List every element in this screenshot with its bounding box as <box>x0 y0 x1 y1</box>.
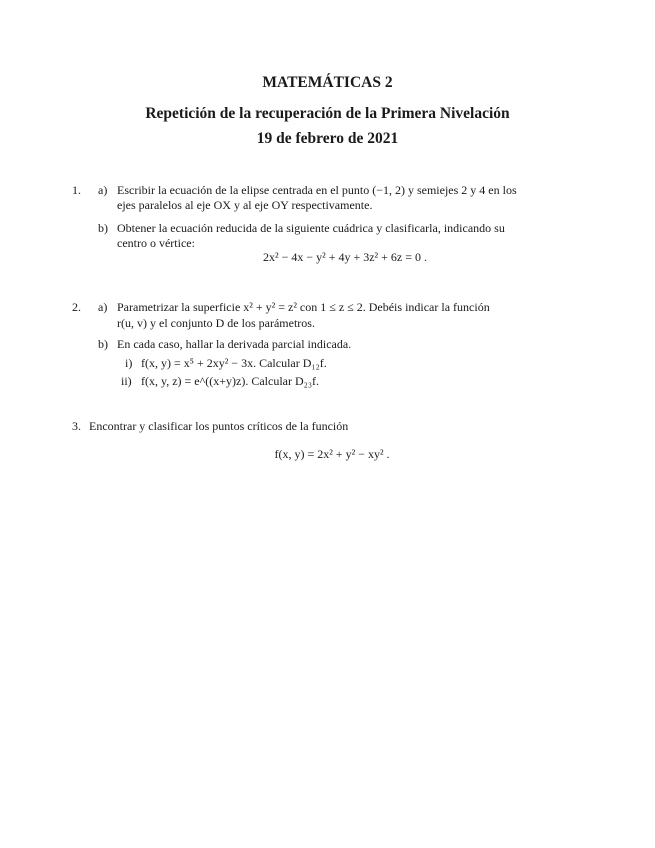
problem-1b-line-2: centro o vértice: <box>117 236 195 250</box>
problem-1b-label: b) <box>98 221 108 235</box>
problem-1a-label: a) <box>98 183 108 197</box>
exam-date: 19 de febrero de 2021 <box>256 130 399 147</box>
problem-2-number: 2. <box>72 300 81 314</box>
problem-2b-line-1: En cada caso, hallar la derivada parcial indicada. <box>117 337 352 351</box>
problem-2b-ii-label: ii) <box>121 374 132 388</box>
exam-subtitle: Repetición de la recuperación de la Primera Nivelación <box>145 105 510 122</box>
problem-1b-line-1: Obtener la ecuación reducida de la siguiente cuádrica y clasificarla, indicando su <box>117 221 505 235</box>
problem-1-number: 1. <box>72 183 81 197</box>
problem-2b-ii-text: f(x, y, z) = e^((x+y)z). Calcular D₂₃f. <box>141 374 320 388</box>
problem-2b-label: b) <box>98 337 108 351</box>
problem-3-equation: f(x, y) = 2x² + y² − xy² . <box>274 447 390 461</box>
problem-2b-i-label: i) <box>125 356 133 370</box>
problem-2b-i-text: f(x, y) = x⁵ + 2xy² − 3x. Calcular D₁₂f. <box>141 356 327 370</box>
problem-2a-line-2: r(u, v) y el conjunto D de los parámetros. <box>117 316 315 330</box>
problem-1a-line-1: Escribir la ecuación de la elipse centrada en el punto (−1, 2) y semiejes 2 y 4 en los <box>117 183 517 197</box>
course-title: MATEMÁTICAS 2 <box>262 74 393 91</box>
problem-1b-equation: 2x² − 4x − y² + 4y + 3z² + 6z = 0 . <box>262 250 428 264</box>
problem-3-text: Encontrar y clasificar los puntos críticos de la función <box>89 419 349 433</box>
problem-3-number: 3. <box>72 419 81 433</box>
problem-2a-line-1: Parametrizar la superficie x² + y² = z² con 1 ≤ z ≤ 2. Debéis indicar la función <box>117 300 490 314</box>
problem-1a-line-2: ejes paralelos al eje OX y al eje OY respectivamente. <box>117 198 373 212</box>
problem-2a-label: a) <box>98 300 108 314</box>
